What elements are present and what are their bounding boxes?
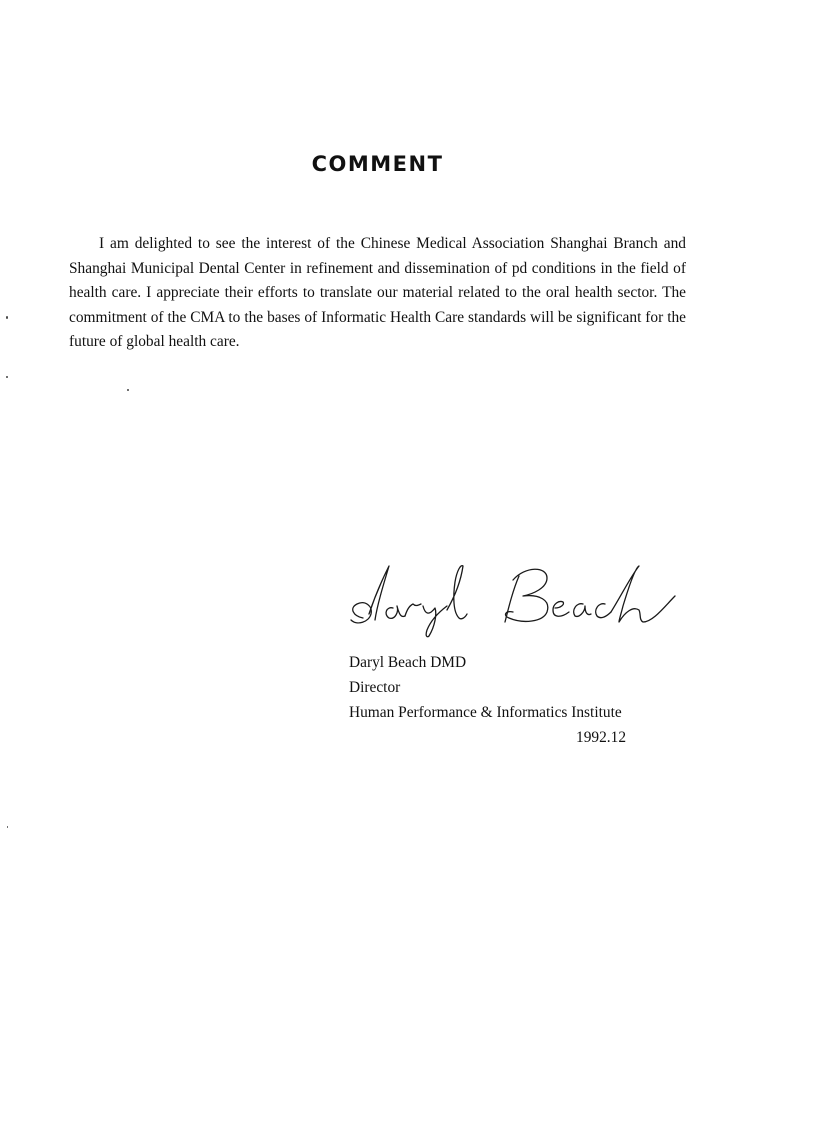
- signature-date: 1992.12: [576, 729, 627, 746]
- handwritten-signature: [343, 556, 683, 638]
- scan-speck: [6, 376, 8, 378]
- signatory-title: Director: [349, 679, 401, 696]
- signatory-institute: Human Performance & Informatics Institute: [349, 704, 622, 721]
- scan-speck: [7, 826, 8, 828]
- scan-speck: [6, 316, 8, 319]
- scan-speck: [127, 389, 129, 391]
- page-title: COMMENT: [311, 152, 444, 176]
- signatory-name: Daryl Beach DMD: [349, 654, 467, 671]
- comment-paragraph: I am delighted to see the interest of the Chinese Medical Association Shanghai Branch and Shanghai Municipal Dental Center in refinement and dissemination of pd conditions in the field of health care. I appreciate their efforts to translate our material related to the oral health sector. The commitment of the CMA to the bases of Informatic Health Care standards will be significant for the future of global health care.: [69, 235, 686, 350]
- signature-block: [349, 650, 622, 725]
